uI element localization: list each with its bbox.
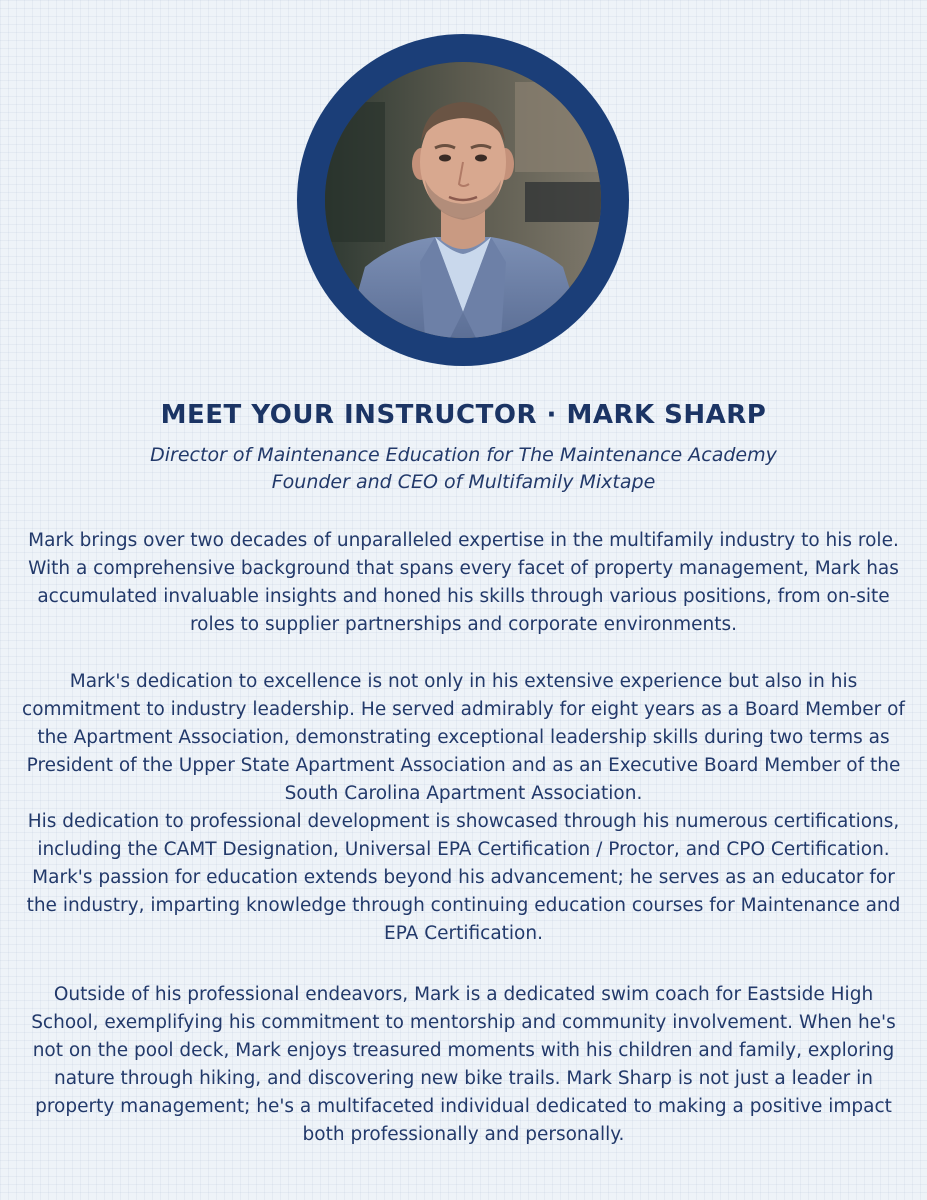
portrait-frame — [297, 34, 629, 366]
bio-certifications-text: His dedication to professional development is showcased through his numerous certifications, including the CAMT Designation, Universal EPA Certification / Proctor, and CPO Certification. Mark's passion for education extends beyond his advancement; he serves as an educator for the industry, imparting knowledge through continuing education courses for Maintenance and EPA Certification. — [26, 811, 901, 944]
instructor-company-role: Founder and CEO of Multifamily Mixtape — [271, 471, 656, 493]
instructor-role: Director of Maintenance Education for The Maintenance Academy — [150, 444, 777, 466]
bio-paragraph-personal: Outside of his professional endeavors, Mark is a dedicated swim coach for Eastside High School, exemplifying his commitment to mentorship and community involvement. When he's not on the pool deck, Mark enjoys treasured moments with his children and family, exploring nature through hiking, and discovering new bike trails. Mark Sharp is not just a leader in property management; he's a multifaceted individual dedicated to making a positive impact both professionally and personally. — [31, 984, 896, 1145]
instructor-photo — [325, 62, 601, 338]
bio-paragraph-experience: Mark brings over two decades of unparalleled expertise in the multifamily industry to his role. With a comprehensive background that spans every facet of property management, Mark has accumulated invaluable insights and honed his skills through various positions, from on-site roles to supplier partnerships and corporate environments. — [28, 530, 899, 635]
bio-paragraph-leadership — [20, 668, 907, 948]
bio-leadership-text: Mark's dedication to excellence is not only in his extensive experience but also in his commitment to industry leadership. He served admirably for eight years as a Board Member of the Apartment Association, demonstrating exceptional leadership skills during two terms as President of the Upper State Apartment Association and as an Executive Board Member of the South Carolina Apartment Association. — [22, 671, 905, 804]
page-title: MEET YOUR INSTRUCTOR · MARK SHARP — [160, 400, 767, 430]
